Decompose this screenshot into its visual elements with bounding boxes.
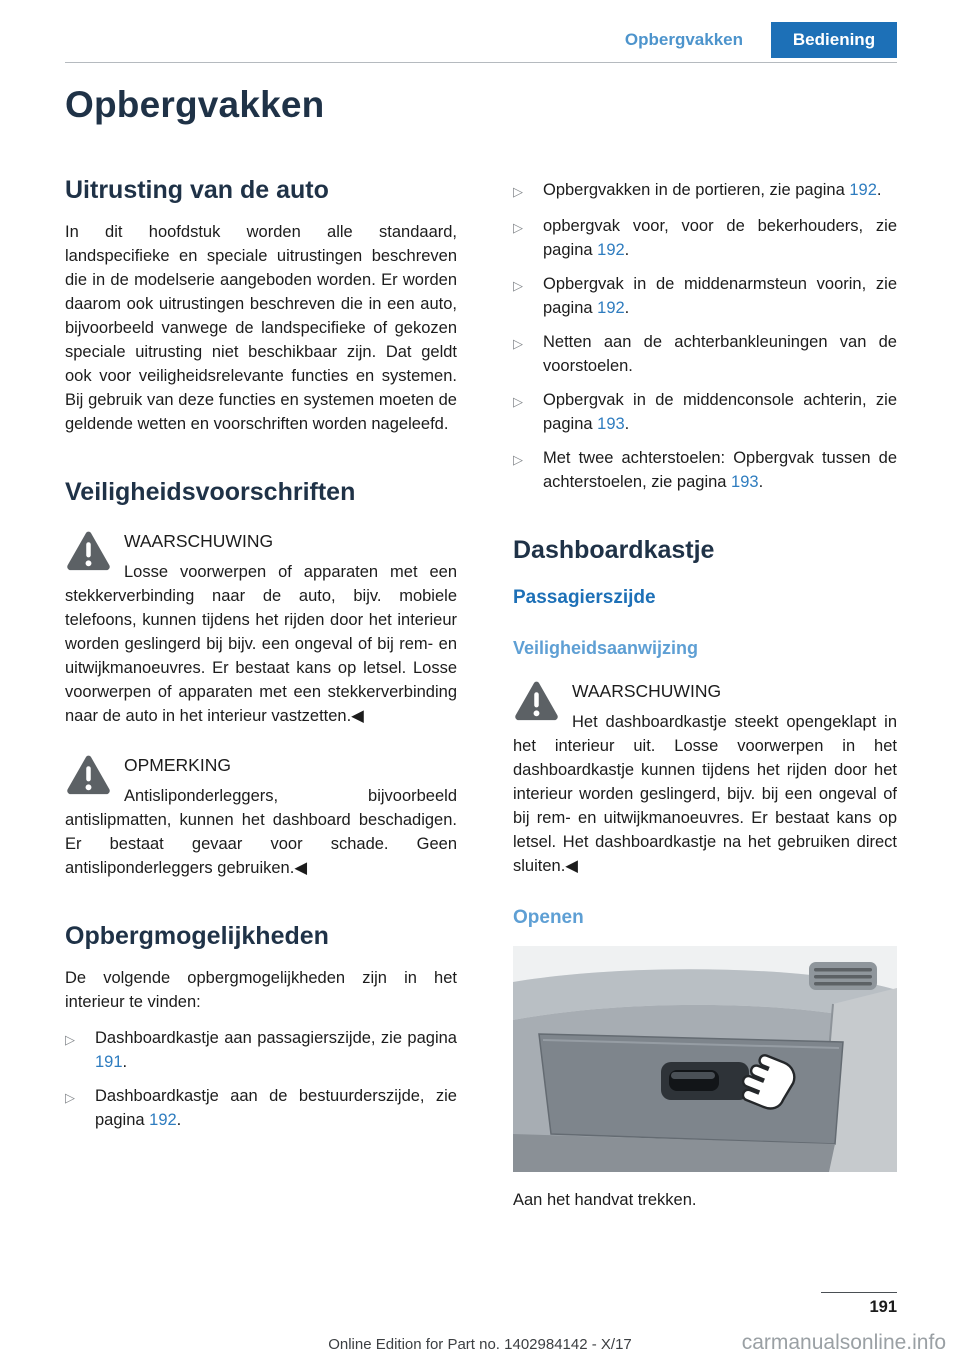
opbergmogelijkheden-intro: De volgende opbergmogelijkheden zijn in het interieur te vinden: — [65, 969, 457, 1011]
figure-caption: Aan het handvat trekken. — [513, 1191, 697, 1209]
bullet-text — [543, 178, 897, 204]
bullet-text-pre: Met twee achterstoelen: Opbergvak tussen de achterstoelen, zie pagina — [543, 449, 897, 491]
bullet-triangle-icon: ▷ — [65, 1032, 75, 1047]
note-triangle-icon — [65, 754, 112, 795]
page-header — [65, 22, 897, 58]
heading-dashboardkastje: Dashboardkastje — [513, 536, 715, 564]
heading-openen: Openen — [513, 907, 584, 928]
breadcrumb-opbergvakken[interactable]: Opbergvakken — [624, 30, 743, 49]
list-item — [65, 1026, 457, 1074]
warning-label: WAARSCHUWING — [124, 531, 274, 551]
bullet-text-pre: Opbergvak in de middenarmsteun voorin, zie pagina — [543, 275, 897, 317]
page-link-193[interactable]: 193 — [731, 473, 759, 491]
bullet-triangle-icon: ▷ — [513, 278, 523, 293]
glovebox-handle — [661, 1062, 749, 1100]
section-tab-bediening[interactable]: Bediening — [771, 22, 897, 58]
uitrusting-paragraph: In dit hoofdstuk worden alle standaard, landspecifieke en speciale uitrustingen beschreven die in de modelserie aangeboden worden. Er worden daarom ook uitrustingen beschreven die in een auto, bijvoorbeeld vanwege de landspecifieke of gekozen speciale uitrusting niet beschikbaar zijn. Dat geldt ook voor veiligheidsrelevante functies en systemen. Bij gebruik van deze functies en systemen moeten de geldende wetten en voorschriften worden nageleefd. — [65, 223, 457, 433]
bullet-text-post: . — [624, 241, 630, 259]
warning-block — [65, 526, 457, 728]
warning-triangle-icon — [513, 680, 560, 721]
list-item — [513, 178, 897, 204]
bullet-text-pre: Dashboardkastje aan passagierszijde, zie pagina — [95, 1029, 457, 1047]
bullet-text-pre: Opbergvakken in de portieren, zie pagina — [543, 181, 850, 199]
bullet-text-post: . — [758, 473, 764, 491]
bullet-triangle-icon: ▷ — [513, 452, 523, 467]
bullet-text-post: . — [624, 299, 630, 317]
bullet-text-post: . — [122, 1053, 128, 1071]
page-number: 191 — [821, 1292, 897, 1317]
bullet-triangle-icon: ▷ — [513, 394, 523, 409]
bullet-text-pre: opbergvak voor, voor de bekerhouders, zie pagina — [543, 217, 897, 259]
bullet-triangle-icon: ▷ — [513, 184, 523, 199]
glovebox-illustration — [513, 946, 897, 1172]
page-link-192[interactable]: 192 — [597, 241, 625, 259]
bullet-text — [543, 214, 897, 262]
bullet-triangle-icon: ▷ — [513, 220, 523, 235]
list-item — [513, 388, 897, 436]
page-title: Opbergvakken — [65, 84, 325, 125]
list-item — [513, 214, 897, 262]
page-link-192[interactable]: 192 — [597, 299, 625, 317]
page-link-193[interactable]: 193 — [597, 415, 625, 433]
right-column — [513, 178, 897, 1212]
list-item — [65, 1084, 457, 1132]
warning-text: Losse voorwerpen of apparaten met een stekkerverbinding naar de auto, bijv. mobiele telefoons, kunnen tijdens het rijden door het interieur worden geslingerd bij bijv. een ongeval of bij rem- en uitwijkmanoeuvres. Er bestaat kans op letsel. Losse voorwerpen of apparaten met een stekkerverbinding naar de auto in het interieur vastzetten.◀ — [65, 563, 457, 725]
bullet-text — [543, 272, 897, 320]
bullet-text-post: . — [624, 415, 630, 433]
list-item — [513, 330, 897, 378]
warning-triangle-icon — [65, 530, 112, 571]
edition-note: Online Edition for Part no. 1402984142 - X/17 — [328, 1336, 632, 1353]
heading-veiligheidsvoorschriften: Veiligheidsvoorschriften — [65, 478, 356, 506]
note-label: OPMERKING — [124, 755, 231, 775]
bullet-text — [543, 330, 897, 378]
page-link-192[interactable]: 192 — [849, 181, 877, 199]
heading-passagierszijde: Passagierszijde — [513, 587, 656, 608]
left-column — [65, 178, 457, 1142]
note-block — [65, 750, 457, 880]
warning-block-glovebox — [513, 676, 897, 878]
bullet-text-pre: Opbergvak in de middenconsole achterin, zie pagina — [543, 391, 897, 433]
bullet-text-post: . — [176, 1111, 182, 1129]
left-bullet-list — [65, 1026, 457, 1132]
heading-opbergmogelijkheden: Opbergmogelijkheden — [65, 922, 329, 950]
warning-text: Het dashboardkastje steekt opengeklapt in het interieur uit. Losse voorwerpen in het dashboardkastje kunnen tijdens het rijden door het interieur worden geslingerd, bijv. bij een ongeval of bij rem- en uitwijkmanoeuvres. Er bestaat kans op letsel. Het dashboardkastje na het gebruiken direct sluiten.◀ — [513, 713, 897, 875]
air-vent — [809, 962, 877, 990]
list-item — [513, 272, 897, 320]
watermark-link[interactable]: carmanualsonline.info — [741, 1331, 946, 1354]
bullet-text-pre: Dashboardkastje aan de bestuurderszijde, zie pagina — [95, 1087, 457, 1129]
page-link-191[interactable]: 191 — [95, 1053, 123, 1071]
warning-label: WAARSCHUWING — [572, 681, 722, 701]
heading-veiligheidsaanwijzing: Veiligheidsaanwijzing — [513, 638, 699, 658]
bullet-text-pre: Netten aan de achterbankleuningen van de voorstoelen. — [543, 333, 897, 375]
header-divider — [65, 62, 897, 63]
bullet-text — [543, 388, 897, 436]
bullet-text — [95, 1026, 457, 1074]
right-bullet-list — [513, 178, 897, 494]
bullet-triangle-icon: ▷ — [65, 1090, 75, 1105]
note-text: Antisliponderleggers, bijvoorbeeld antislipmatten, kunnen het dashboard beschadigen. Er bestaat gevaar voor schade. Geen antisliponderleggers gebruiken.◀ — [65, 787, 457, 877]
list-item — [513, 446, 897, 494]
bullet-triangle-icon: ▷ — [513, 336, 523, 351]
bullet-text-post: . — [876, 181, 882, 199]
page-link-192[interactable]: 192 — [149, 1111, 177, 1129]
heading-uitrusting: Uitrusting van de auto — [65, 176, 329, 204]
bullet-text — [543, 446, 897, 494]
bullet-text — [95, 1084, 457, 1132]
